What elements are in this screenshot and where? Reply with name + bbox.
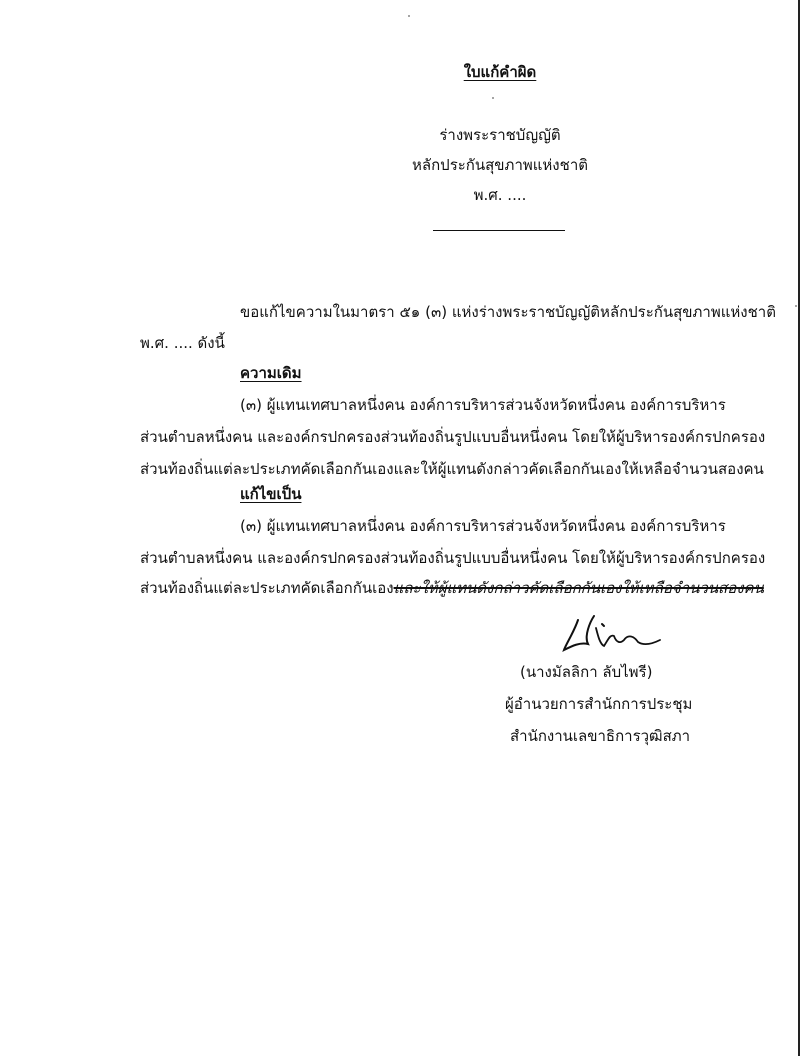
- amended-line-1: (๓) ผู้แทนเทศบาลหนึ่งคน องค์การบริหารส่วนจังหวัดหนึ่งคน องค์การบริหาร: [240, 517, 726, 535]
- amended-line-2: ส่วนตำบลหนึ่งคน และองค์กรปกครองส่วนท้องถิ่นรูปแบบอื่นหนึ่งคน โดยให้ผู้บริหารองค์กรปกครอง: [140, 549, 766, 567]
- original-heading: ความเดิม: [240, 364, 302, 382]
- original-line-3: ส่วนท้องถิ่นแต่ละประเภทคัดเลือกกันเองและให้ผู้แทนดังกล่าวคัดเลือกกันเองให้เหลือจำนวนสองคน: [140, 460, 764, 478]
- scan-speck: [492, 97, 494, 99]
- document-title: ใบแก้คำผิด: [463, 63, 537, 81]
- amended-heading: แก้ไขเป็น: [240, 485, 302, 503]
- intro-line-1: ขอแก้ไขความในมาตรา ๕๑ (๓) แห่งร่างพระราชบัญญัติหลักประกันสุขภาพแห่งชาติ: [240, 303, 776, 321]
- original-line-1: (๓) ผู้แทนเทศบาลหนึ่งคน องค์การบริหารส่วนจังหวัดหนึ่งคน องค์การบริหาร: [240, 396, 726, 414]
- header-divider: [433, 230, 565, 231]
- bill-subject: หลักประกันสุขภาพแห่งชาติ: [412, 156, 588, 174]
- scan-speck: [408, 15, 410, 17]
- amended-line-3: [140, 578, 764, 598]
- signatory-office: สำนักงานเลขาธิการวุฒิสภา: [510, 727, 691, 745]
- bill-name: ร่างพระราชบัญญัติ: [439, 126, 561, 144]
- original-line-2: ส่วนตำบลหนึ่งคน และองค์กรปกครองส่วนท้องถิ่นรูปแบบอื่นหนึ่งคน โดยให้ผู้บริหารองค์กรปกครอง: [140, 428, 766, 446]
- signatory-position: ผู้อำนวยการสำนักการประชุม: [505, 695, 693, 713]
- bill-year: พ.ศ. ....: [473, 186, 527, 204]
- handwritten-signature: [560, 610, 680, 660]
- amended-line-3-struck: และให้ผู้แทนดังกล่าวคัดเลือกกันเองให้เหลือจำนวนสองคน: [393, 579, 764, 597]
- amended-line-3-kept: ส่วนท้องถิ่นแต่ละประเภทคัดเลือกกันเอง: [140, 579, 394, 597]
- intro-line-2: พ.ศ. .... ดังนี้: [140, 334, 225, 352]
- scan-speck: [795, 305, 797, 307]
- signatory-name: (นางมัลลิกา ลับไพรี): [520, 663, 653, 681]
